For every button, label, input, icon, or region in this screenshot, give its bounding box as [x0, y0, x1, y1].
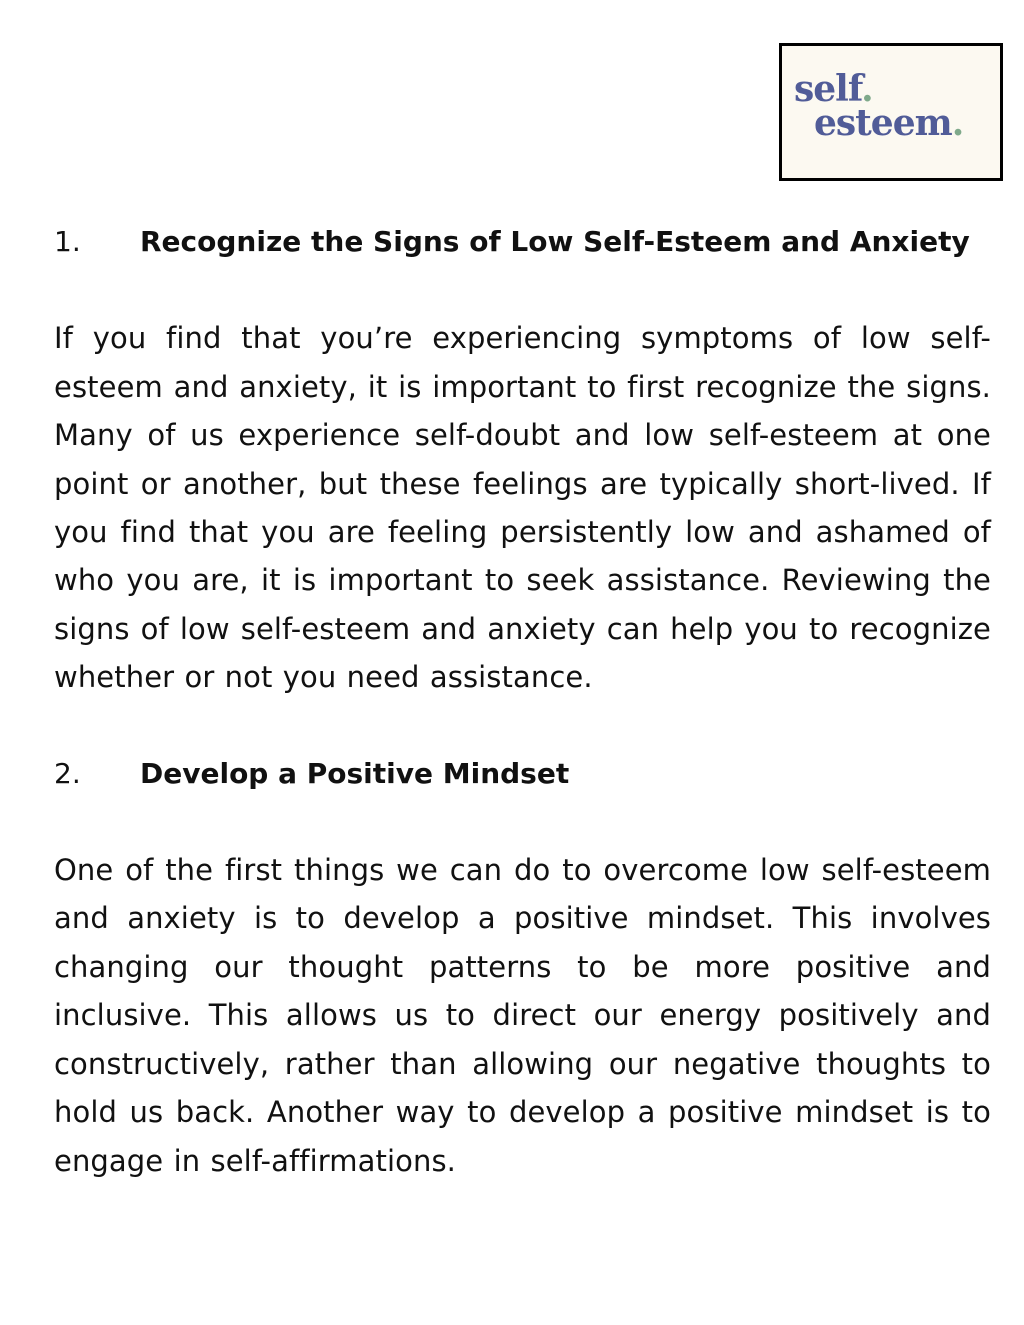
self-esteem-logo [779, 43, 1003, 181]
section-body-2: One of the first things we can do to overcome low self-esteem and anxiety is to develop a positive mindset. This involves changing our thought patterns to be more positive and inclusive. This allows us to direct our energy positively and constructively, rather than allowing our negative thoughts to hold us back. Another way to develop a positive mindset is to engage in self-affirmations. [54, 853, 991, 1178]
logo-line-1: self. [794, 68, 873, 110]
section-title-1: Recognize the Signs of Low Self-Esteem and Anxiety [140, 225, 970, 258]
article-content [54, 218, 991, 1233]
section-title-2: Develop a Positive Mindset [140, 756, 570, 790]
section-heading-2 [54, 750, 991, 798]
section-heading-1 [54, 218, 991, 266]
section-number-2: 2. [54, 756, 81, 790]
section-number-1: 1. [54, 225, 81, 258]
section-body-1: If you find that you’re experiencing symptoms of low self-esteem and anxiety, it is important to first recognize the signs. Many of us experience self-doubt and low self-esteem at one point or another, but these feelings are typically short-lived. If you find that you are feeling persistently low and ashamed of who you are, it is important to seek assistance. Reviewing the signs of low self-esteem and anxiety can help you to recognize whether or not you need assistance. [54, 321, 991, 695]
logo-line-2: esteem. [814, 102, 964, 144]
